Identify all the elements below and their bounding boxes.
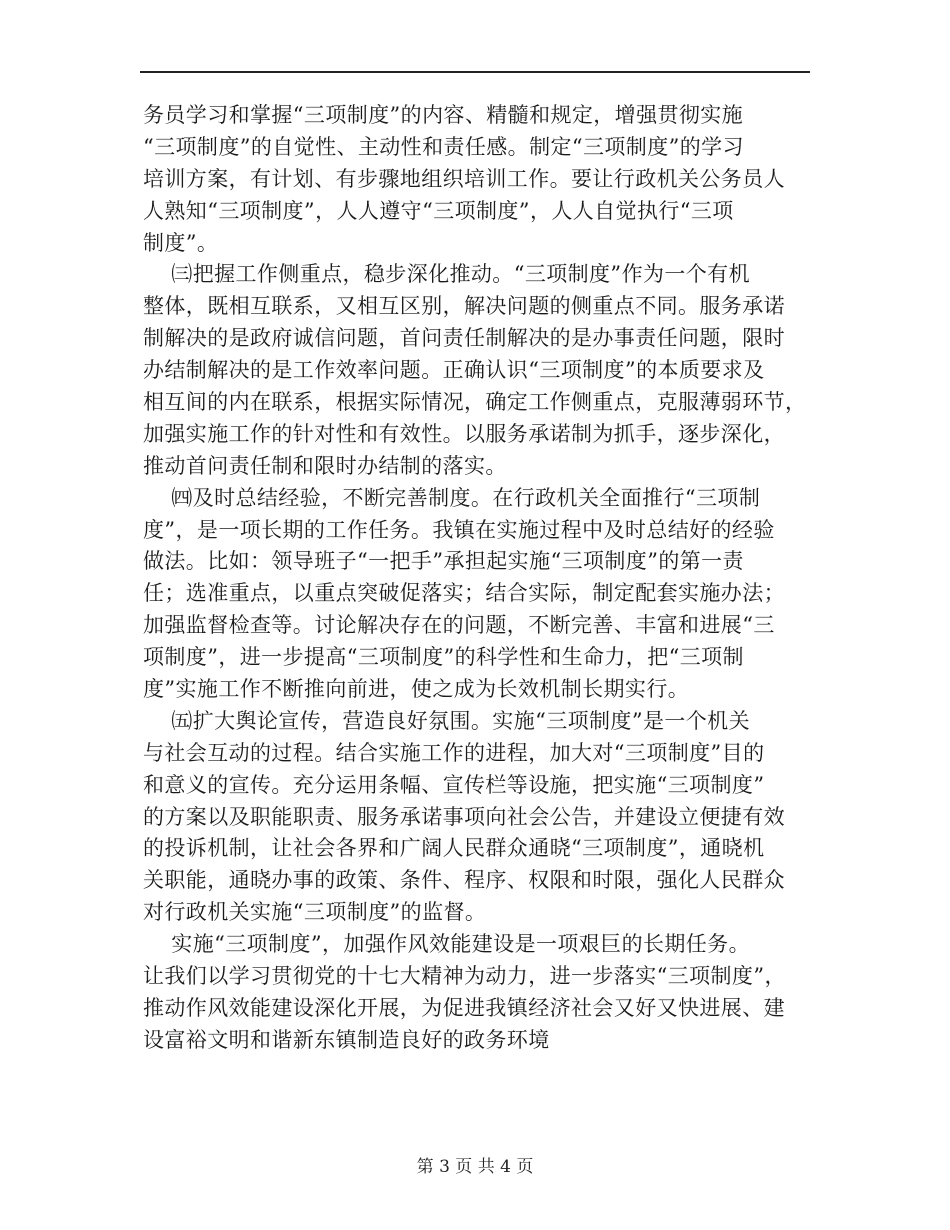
text-line: 制解决的是政府诚信问题，首问责任制解决的是办事责任问题，限时 — [143, 326, 785, 351]
text-line: 与社会互动的过程。结合实施工作的进程，加大对“三项制度”目的 — [143, 740, 765, 765]
text-line: 推动作风效能建设深化开展，为促进我镇经济社会又好又快进展、建 — [143, 995, 785, 1020]
text-line: ㈤扩大舆论宣传，营造良好氛围。实施“三项制度”是一个机关 — [143, 708, 750, 733]
text-line: 加强实施工作的针对性和有效性。以服务承诺制为抓手，逐步深化， — [143, 421, 785, 446]
text-line: 培训方案，有计划、有步骤地组织培训工作。要让行政机关公务员人 — [143, 166, 785, 191]
document-body — [143, 100, 809, 1057]
text-line: 关职能，通晓办事的政策、条件、程序、权限和时限，强化人民群众 — [143, 868, 785, 893]
text-line: 任；选准重点，以重点突破促落实；结合实际，制定配套实施办法； — [143, 581, 785, 606]
text-line: 办结制解决的是工作效率问题。正确认识“三项制度”的本质要求及 — [143, 358, 765, 383]
text-line: 人熟知“三项制度”，人人遵守“三项制度”，人人自觉执行“三项 — [143, 198, 734, 223]
text-line: ㈢把握工作侧重点，稳步深化推动。“三项制度”作为一个有机 — [143, 262, 750, 287]
text-line: 务员学习和掌握“三项制度”的内容、精髓和规定，增强贯彻实施 — [143, 103, 744, 127]
text-line: 的投诉机制，让社会各界和广阔人民群众通晓“三项制度”，通晓机 — [143, 836, 765, 861]
page-number: 第 3 页 共 4 页 — [416, 1157, 534, 1177]
text-line: ㈣及时总结经验，不断完善制度。在行政机关全面推行“三项制 — [143, 485, 761, 510]
text-line: 对行政机关实施“三项制度”的监督。 — [143, 900, 487, 925]
header-rule — [140, 71, 810, 73]
text-line: 整体，既相互联系，又相互区别，解决问题的侧重点不同。服务承诺 — [143, 294, 785, 319]
text-line: 让我们以学习贯彻党的十七大精神为动力，进一步落实“三项制度”， — [143, 964, 786, 989]
text-line: 相互间的内在联系，根据实际情况，确定工作侧重点，克服薄弱环节， — [143, 390, 807, 415]
text-line: 设富裕文明和谐新东镇制造良好的政务环境 — [143, 1027, 550, 1052]
text-line: 和意义的宣传。充分运用条幅、宣传栏等设施，把实施“三项制度” — [143, 772, 765, 797]
text-line: 加强监督检查等。讨论解决存在的问题，不断完善、丰富和进展“三 — [143, 613, 775, 638]
text-line: 推动首问责任制和限时办结制的落实。 — [143, 453, 507, 478]
text-line: “三项制度”的自觉性、主动性和责任感。制定“三项制度”的学习 — [143, 134, 744, 159]
text-line: 做法。比如：领导班子“一把手”承担起实施“三项制度”的第一责 — [143, 549, 744, 574]
text-line: 实施“三项制度”，加强作风效能建设是一项艰巨的长期任务。 — [143, 932, 750, 957]
text-line: 制度”。 — [143, 230, 219, 255]
text-line: 的方案以及职能职责、服务承诺事项向社会公告，并建设立便捷有效 — [143, 804, 785, 829]
text-line: 度”，是一项长期的工作任务。我镇在实施过程中及时总结好的经验 — [143, 517, 775, 542]
text-line: 度”实施工作不断推向前进，使之成为长效机制长期实行。 — [143, 677, 690, 702]
text-line: 项制度”，进一步提高“三项制度”的科学性和生命力，把“三项制 — [143, 645, 744, 670]
